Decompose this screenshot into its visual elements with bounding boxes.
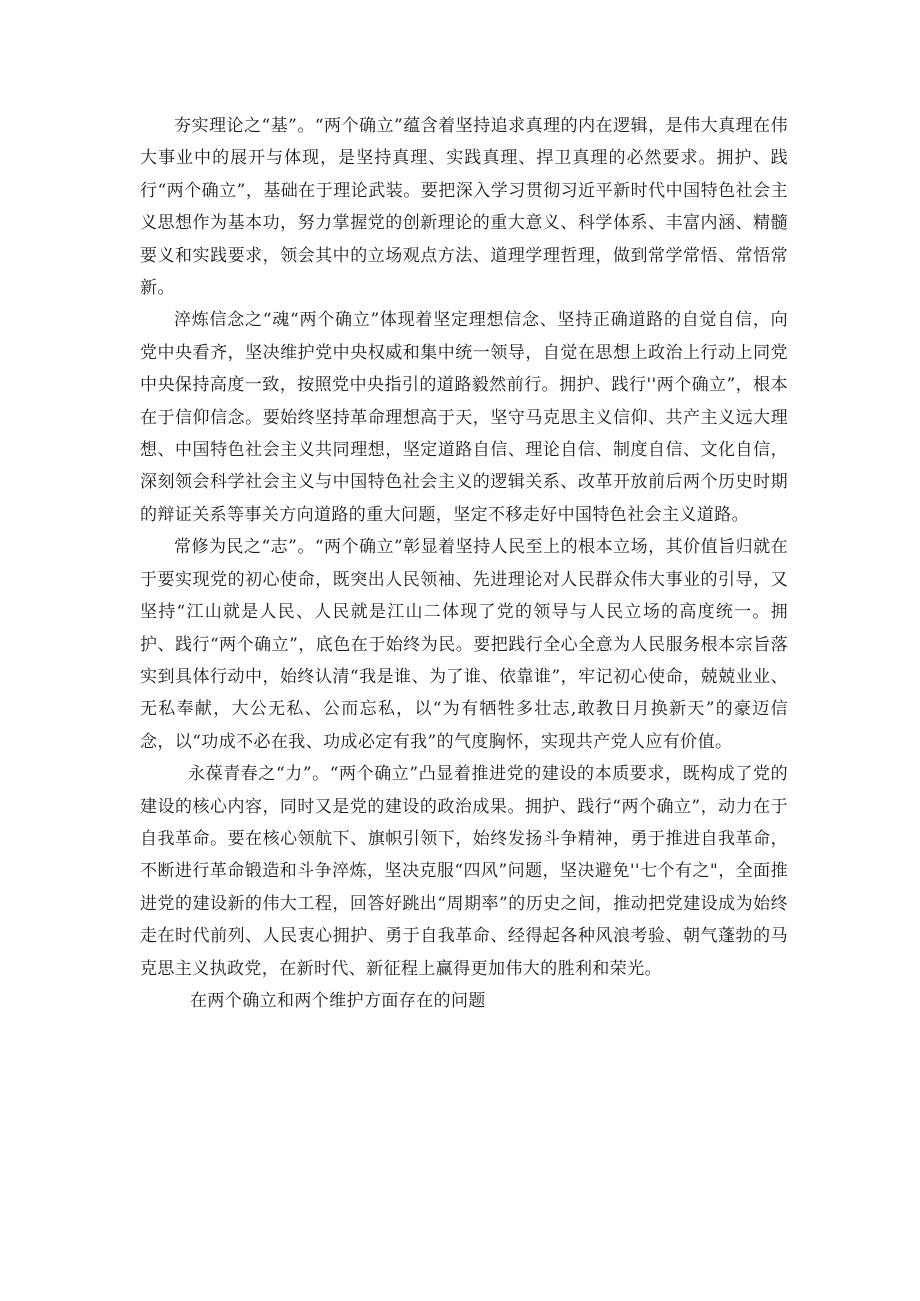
paragraph-theory: 夯实理论之“基”。“两个确立”蕴含着坚持追求真理的内在逻辑，是伟大真理在伟大事业中的展开与体现，是坚持真理、实践真理、捍卫真理的必然要求。拥护、践行“两个确立”，基础在于理论武装。要把深入学习贯彻习近平新时代中国特色社会主义思想作为基本功，努力掌握党的创新理论的重大意义、科学体系、丰富内涵、精髓要义和实践要求，领会其中的立场观点方法、道理学理哲理，做到常学常悟、常悟常新。 xyxy=(140,116,788,299)
paragraph-belief: 淬炼信念之“魂“两个确立”体现着坚定理想信念、坚持正确道路的自觉自信，向党中央看齐，坚决维护党中央权威和集中统一领导，自觉在思想上政治上行动上同党中央保持高度一致，按照党中央指引的道路毅然前行。拥护、践行''两个确立”，根本在于信仰信念。要始终坚持革命理想高于天，坚守马克思主义信仰、共产主义远大理想、中国特色社会主义共同理想，坚定道路自信、理论自信、制度自信、文化自信，深刻领会科学社会主义与中国特色社会主义的逻辑关系、改革开放前后两个历史时期的辩证关系等事关方向道路的重大问题，坚定不移走好中国特色社会主义道路。 xyxy=(140,310,788,525)
document-page xyxy=(140,110,788,1017)
section-heading: 在两个确立和两个维护方面存在的问题 xyxy=(190,990,486,1011)
paragraph-youth: 永葆青春之“力”。“两个确立”凸显着推进党的建设的本质要求，既构成了党的建设的核心内容，同时又是党的建设的政治成果。拥护、践行“两个确立”，动力在于自我革命。要在核心领航下、旗帜引领下，始终发扬斗争精神，勇于推进自我革命，不断进行革命锻造和斗争淬炼，坚决克服“四风”问题，坚决避免''七个有之"，全面推进党的建设新的伟大工程，回答好跳出“周期率”的历史之间，推动把党建设成为始终走在时代前列、人民衷心拥护、勇于自我革命、经得起各种风浪考验、朝气蓬勃的马克思主义执政党，在新时代、新征程上赢得更加伟大的胜利和荣光。 xyxy=(140,764,788,979)
paragraph-people: 常修为民之“志”。“两个确立”彰显着坚持人民至上的根本立场，其价值旨归就在于要实现党的初心使命，既突出人民领袖、先进理论对人民群众伟大事业的引导，又坚持“江山就是人民、人民就是江山二体现了党的领导与人民立场的高度统一。拥护、践行“两个确立”，底色在于始终为民。要把践行全心全意为人民服务根本宗旨落实到具体行动中，始终认清“我是谁、为了谁、依靠谁”，牢记初心使命，兢兢业业、无私奉献，大公无私、公而忘私，以“为有牺牲多壮志,敢教日月换新天”的豪迈信念，以“功成不必在我、功成必定有我”的气度胸怀，实现共产党人应有价值。 xyxy=(140,537,788,752)
